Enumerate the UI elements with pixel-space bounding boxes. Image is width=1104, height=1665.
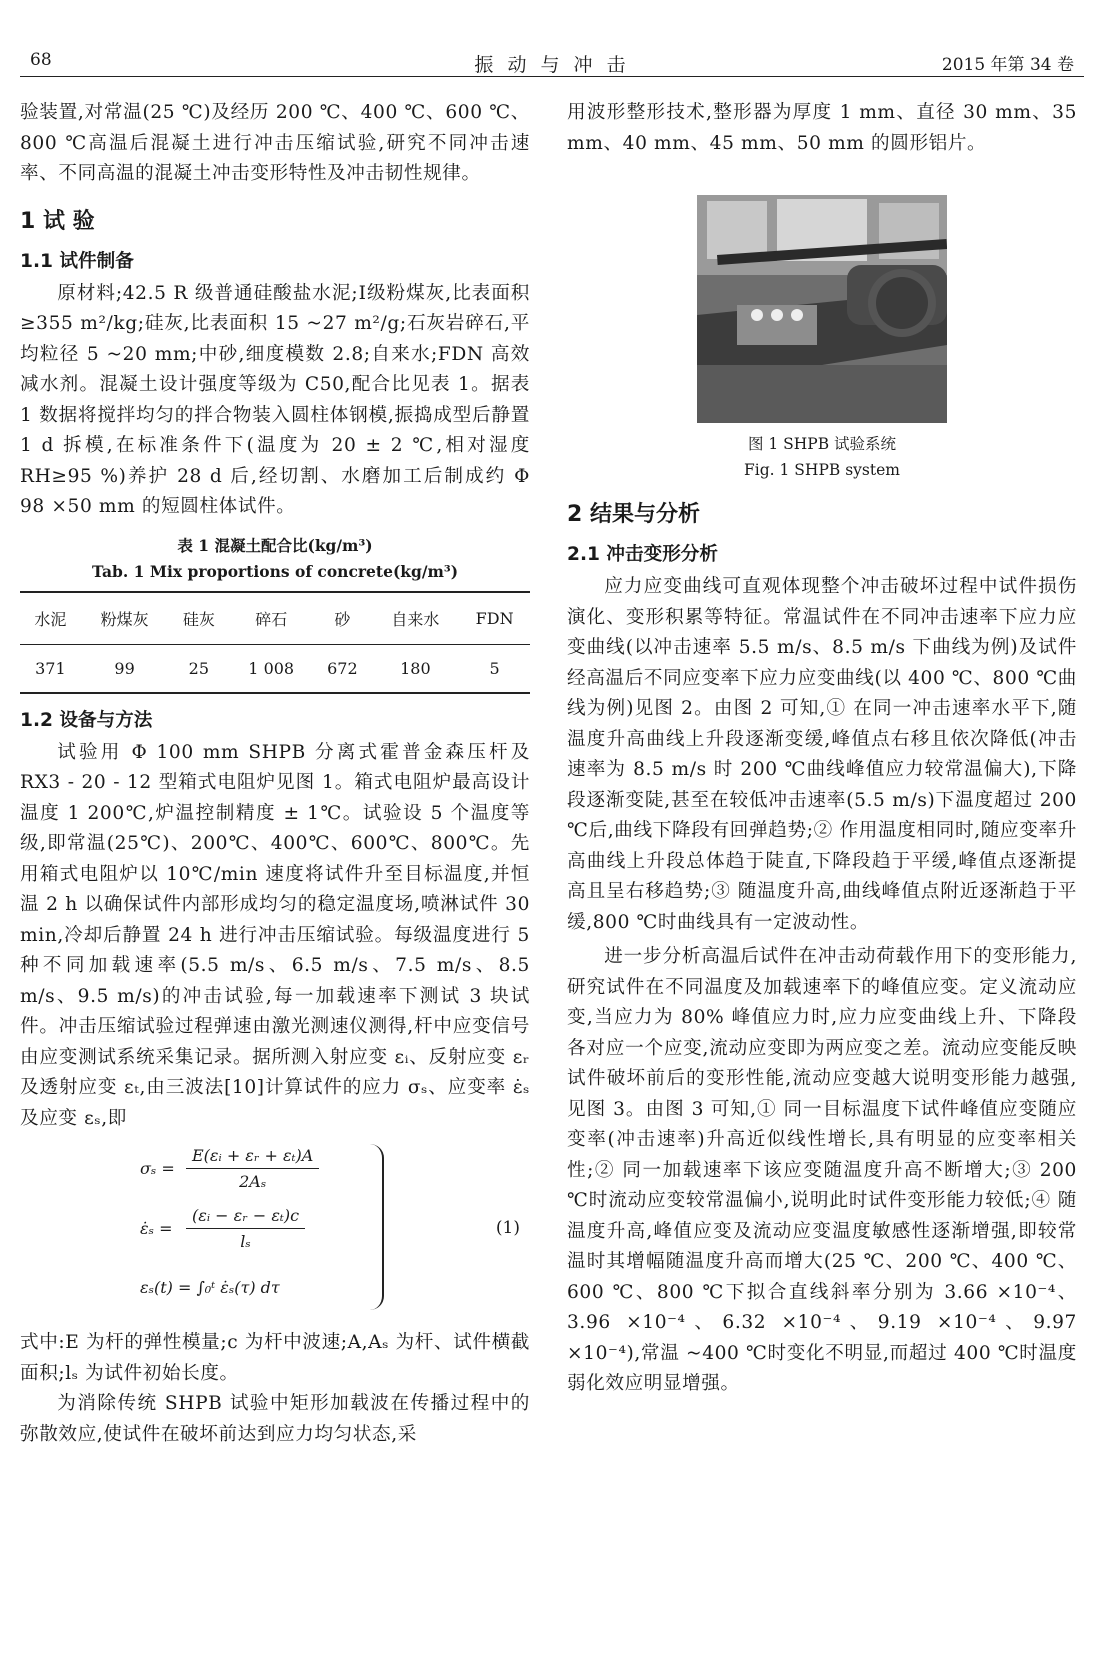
table-header-cell: 砂	[334, 609, 351, 629]
flow-strain-paragraph: 进一步分析高温后试件在冲击动荷载作用下的变形能力,研究试件在不同温度及加载速率下的峰值应变。定义流动应变,当应力为 80% 峰值应力时,应力应变曲线上升、下降段各对应一个应变,流动应变即为两应变之差。流动应变能反映试件破坏前后的变形性能,流动应变越大说明变形能力越强,见图 3。由图 3 可知,① 同一目标温度下试件峰值应变随应变率(冲击速率)升高近似线性增长,具有明显的应变率相关性;② 同一加载速率下该应变随温度升高不断增大;③ 200 ℃时流动应变较常温偏小,说明此时试件变形能力较低;④ 随温度升高,峰值应变及流动应变温度敏感性逐渐增强,即较常温时其增幅随温度升高而增大(25 ℃、200 ℃、400 ℃、600 ℃、800 ℃下拟合直线斜率分别为 3.66 ×10⁻⁴、3.96 ×10⁻⁴、6.32 ×10⁻⁴、9.19 ×10⁻⁴、9.97 ×10⁻⁴),常温 ~400 ℃时变化不明显,而超过 400 ℃时温度弱化效应明显增强。	[567, 946, 1077, 1394]
shpb-system-photo	[697, 195, 947, 423]
shaper-paragraph: 用波形整形技术,整形器为厚度 1 mm、直径 30 mm、35 mm、40 mm、45 mm、50 mm 的圆形铝片。	[567, 102, 1077, 154]
table-header-row	[20, 592, 530, 645]
intro-paragraph: 验装置,对常温(25 ℃)及经历 200 ℃、400 ℃、600 ℃、800 ℃高温后混凝土进行冲击压缩试验,研究不同冲击速率、不同高温的混凝土冲击变形特性及冲击韧性规律。	[20, 102, 530, 184]
strain-rate-equation	[140, 1206, 305, 1251]
table-cell: 99	[114, 658, 135, 678]
mix-proportions-table	[20, 591, 530, 694]
equation-brace	[370, 1144, 384, 1310]
table-cell: 371	[35, 658, 66, 678]
symbol-definitions: 式中:E 为杆的弹性模量;c 为杆中波速;A,Aₛ 为杆、试件横截面积;lₛ 为试件初始长度。	[20, 1332, 530, 1384]
section-1-2-heading: 1.2 设备与方法	[20, 709, 153, 731]
stress-strain-paragraph: 应力应变曲线可直观体现整个冲击破坏过程中试件损伤演化、变形积累等特征。常温试件在不同冲击速率下应力应变曲线(以冲击速率 5.5 m/s、8.5 m/s 下曲线为例)及试件经高温后不同应变率下应力应变曲线(以 400 ℃、800 ℃曲线为例)见图 2。由图 2 可知,① 在同一冲击速率水平下,随温度升高曲线上升段逐渐变缓,峰值点右移且依次降低(冲击速率为 8.5 m/s 时 200 ℃曲线峰值应力较常温偏大),下降段逐渐变陡,甚至在较低冲击速率(5.5 m/s)下温度超过 200 ℃后,曲线下降段有回弹趋势;② 作用温度相同时,随应变率升高曲线上升段总体趋于陡直,下降段趋于平缓,峰值点逐渐提高且呈右移趋势;③ 随温度升高,曲线峰值点附近逐渐趋于平缓,800 ℃时曲线具有一定波动性。	[567, 576, 1077, 933]
table-header-cell: FDN	[475, 608, 514, 628]
strain-rate-lhs: ε̇ₛ =	[140, 1219, 173, 1238]
strain-rate-denominator: lₛ	[240, 1232, 251, 1251]
table-1-caption-en: Tab. 1 Mix proportions of concrete(kg/m³)	[91, 561, 459, 581]
stress-equation	[140, 1146, 319, 1191]
strain-rate-numerator: (εᵢ − εᵣ − εₜ)c	[186, 1206, 305, 1229]
strain-equation: εₛ(t) = ∫₀ᵗ ε̇ₛ(τ) dτ	[140, 1278, 280, 1297]
table-cell: 5	[489, 658, 500, 678]
stress-denominator: 2Aₛ	[239, 1172, 267, 1191]
section-2-1-heading: 2.1 冲击变形分析	[567, 544, 718, 565]
journal-title: 振 动 与 冲 击	[474, 54, 630, 76]
section-1-1-text: 原材料;42.5 R 级普通硅酸盐水泥;Ⅰ级粉煤灰,比表面积≥355 m²/kg;硅灰,比表面积 15 ~27 m²/g;石灰岩碎石,平均粒径 5 ~20 mm;中砂,细度模数 2.8;自来水;FDN 高效减水剂。混凝土设计强度等级为 C50,配合比见表 1。据表 1 数据将搅拌均匀的拌合物装入圆柱体钢模,振捣成型后静置 1 d 拆模,在标准条件下(温度为 20 ± 2 ℃,相对湿度 RH≥95 %)养护 28 d 后,经切割、水磨加工后制成约 Φ 98 ×50 mm 的短圆柱体试件。	[20, 282, 530, 517]
table-header-cell: 硅灰	[182, 609, 215, 629]
shpb-photo-illustration	[697, 195, 947, 423]
figure-1-caption-en: Fig. 1 SHPB system	[744, 461, 900, 479]
section-2-heading: 2 结果与分析	[567, 502, 700, 527]
table-cell: 25	[188, 658, 210, 678]
section-1-2-text: 试验用 Φ 100 mm SHPB 分离式霍普金森压杆及 RX3 - 20 - 12 型箱式电阻炉见图 1。箱式电阻炉最高设计温度 1 200℃,炉温控制精度 ± 1℃。试验设 5 个温度等级,即常温(25℃)、200℃、400℃、600℃、800℃。先用箱式电阻炉以 10℃/min 速度将试件升至目标温度,并恒温 2 h 以确保试件内部形成均匀的稳定温度场,喷淋试件 30 min,冷却后静置 24 h 进行冲击压缩试验。每级温度进行 5 种不同加载速率(5.5 m/s、6.5 m/s、7.5 m/s、8.5 m/s、9.5 m/s)的冲击试验,每一加载速率下测试 3 块试件。冲击压缩试验过程弹速由激光测速仪测得,杆中应变信号由应变测试系统采集记录。据所测入射应变 εᵢ、反射应变 εᵣ 及透射应变 εₜ,由三波法[10]计算试件的应力 σₛ、应变率 ε̇ₛ 及应变 εₛ,即	[20, 741, 530, 1129]
figure-1-caption-cn: 图 1 SHPB 试验系统	[747, 435, 897, 453]
journal-issue: 2015 年第 34 卷	[941, 55, 1074, 75]
waveform-paragraph: 为消除传统 SHPB 试验中矩形加载波在传播过程中的弥散效应,使试件在破坏前达到应力均匀状态,采	[20, 1393, 530, 1445]
right-column	[567, 98, 1077, 1400]
strain-rate-fraction	[186, 1206, 305, 1251]
table-header-cell: 自来水	[391, 609, 440, 629]
equation-number: (1)	[495, 1218, 520, 1238]
table-1-caption-cn: 表 1 混凝土配合比(kg/m³)	[177, 535, 373, 555]
table-cell: 180	[400, 658, 431, 678]
stress-lhs: σₛ =	[140, 1159, 175, 1178]
table-header-cell: 粉煤灰	[100, 609, 149, 629]
table-cell: 1 008	[248, 658, 295, 678]
page-header	[20, 46, 1084, 77]
stress-numerator: E(εᵢ + εᵣ + εₜ)A	[186, 1146, 319, 1169]
table-row	[20, 644, 530, 693]
section-1-1-heading: 1.1 试件制备	[20, 250, 134, 272]
page-number: 68	[30, 50, 52, 70]
left-column	[20, 98, 530, 1450]
equation-1	[20, 1140, 530, 1320]
table-header-cell: 水泥	[34, 609, 67, 629]
stress-fraction	[186, 1146, 319, 1191]
section-1-heading: 1 试 验	[20, 208, 95, 234]
table-cell: 672	[327, 658, 358, 678]
table-header-cell: 碎石	[255, 609, 288, 629]
